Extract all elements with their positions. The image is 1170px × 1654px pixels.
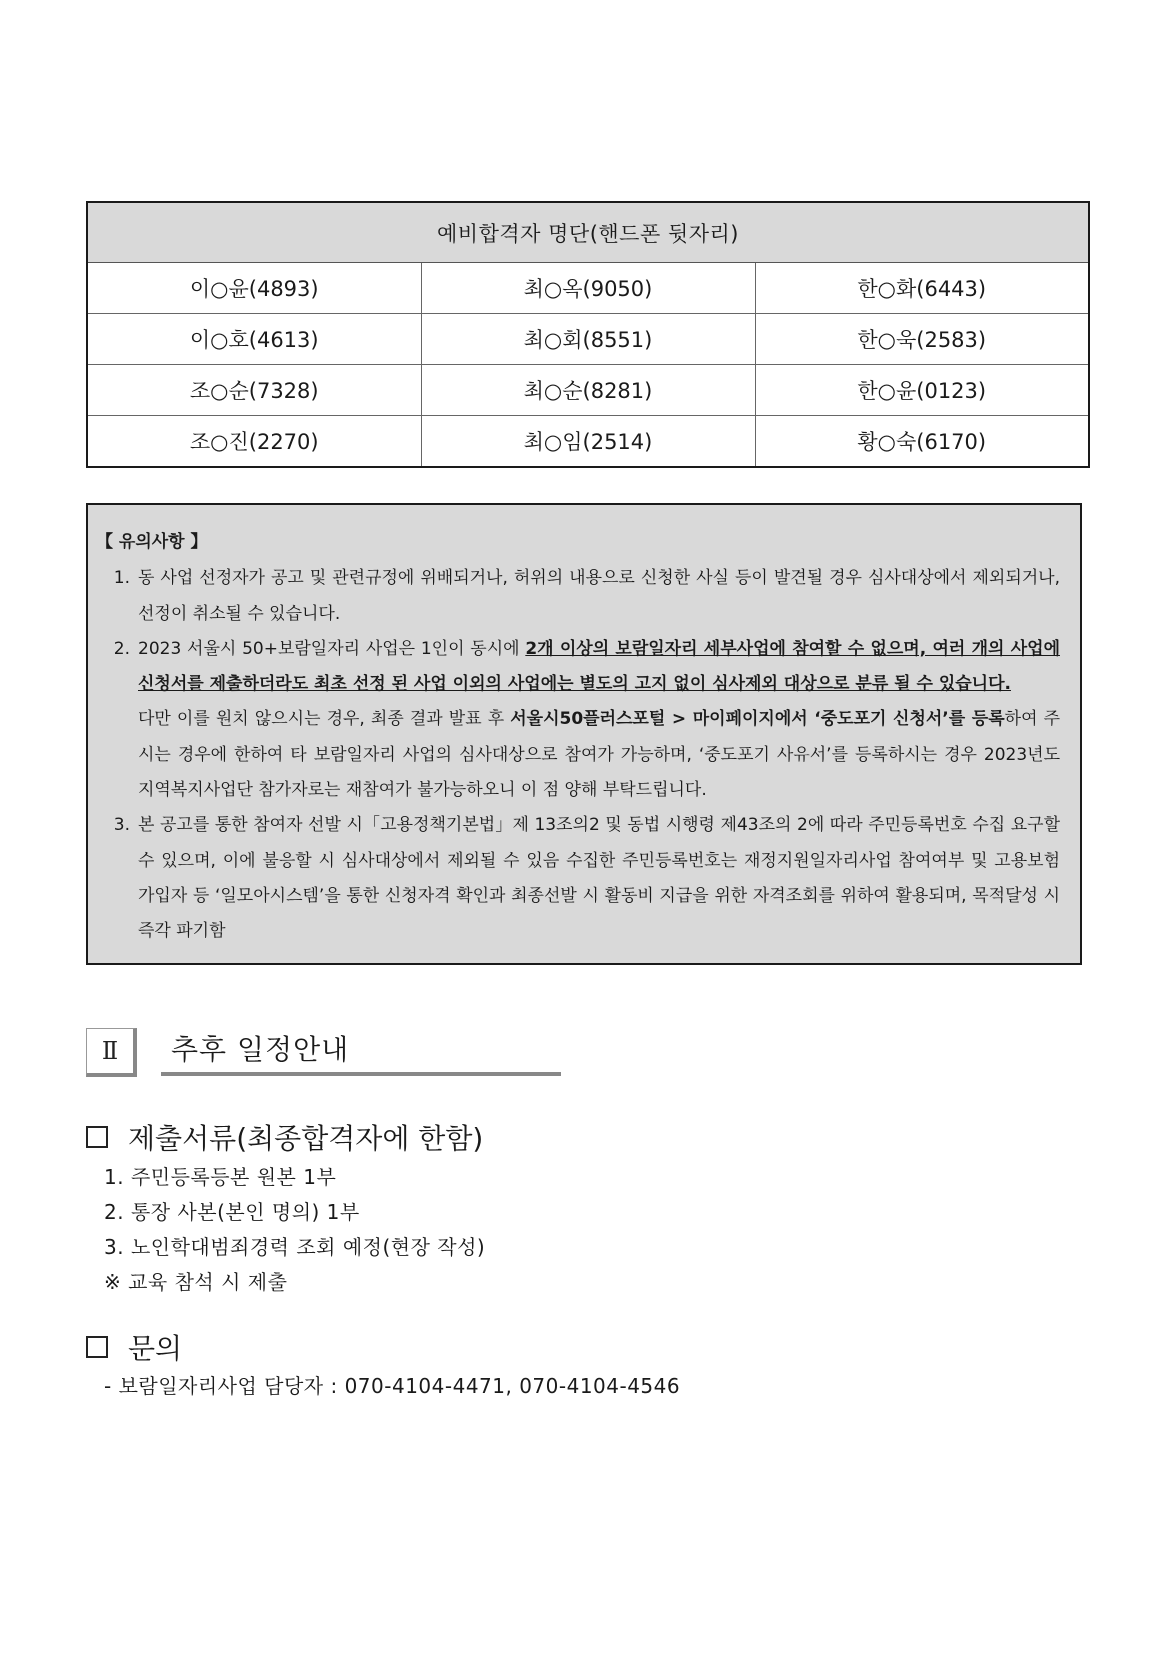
list-item: ※ 교육 참석 시 제출	[104, 1270, 288, 1294]
table-row	[87, 314, 1089, 365]
table-row	[87, 365, 1089, 416]
list-item: 1. 주민등록등본 원본 1부	[104, 1165, 337, 1189]
table-cell: 최○순(8281)	[421, 365, 755, 416]
notice-box	[86, 503, 1082, 965]
notice-item-1	[96, 561, 1060, 632]
notice-item-3	[96, 808, 1060, 949]
reserve-list-table	[86, 201, 1090, 468]
table-cell: 조○진(2270)	[87, 416, 421, 468]
table-cell: 최○회(8551)	[421, 314, 755, 365]
list-item: 3. 노인학대범죄경력 조회 예정(현장 작성)	[104, 1235, 486, 1259]
section-title: 추후 일정안내	[161, 1028, 561, 1076]
table-row	[87, 416, 1089, 468]
table-cell: 최○옥(9050)	[421, 263, 755, 314]
notice-text: 본 공고를 통한 참여자 선발 시「고용정책기본법」제 13조의2 및 동법 시행령 제43조의 2에 따라 주민등록번호 수집 요구할 수 있으며, 이에 불응할 시 심사대상에서 제외될 수 있음 수집한 주민등록번호는 재정지원일자리사업 참여여부 및 고용보험 가입자 등 ‘일모아시스템’을 통한 신청자격 확인과 최종선발 시 활동비 지급을 위한 자격조회를 위하여 활용되며, 목적달성 시 즉각 파기함	[138, 815, 1060, 942]
notice-item-2	[96, 632, 1060, 808]
table-cell: 황○숙(6170)	[755, 416, 1089, 468]
list-item: 2. 통장 사본(본인 명의) 1부	[104, 1200, 360, 1224]
notice-title: 【 유의사항 】	[96, 532, 208, 552]
notice-text: 2023 서울시 50+보람일자리 사업은 1인이 동시에	[138, 638, 526, 659]
reserve-table-title: 예비합격자 명단(핸드폰 뒷자리)	[87, 202, 1089, 263]
section-numeral: Ⅱ	[86, 1028, 137, 1077]
inquiry-heading: 문의	[86, 1327, 182, 1367]
table-cell: 이○호(4613)	[87, 314, 421, 365]
documents-heading: 제출서류(최종합격자에 한함)	[86, 1117, 483, 1157]
item-number: 2.	[113, 638, 130, 659]
inquiry-list	[104, 1369, 680, 1404]
notice-text: 하여 주시는 경우에 한하여 타 보람일자리 사업의 심사대상으로 참여가 가능하며, ‘중도포기 사유서’를 등록하시는 경우 2023년도 지역복지사업단 참가자로는 재참여가 불가능하오니 이 점 양해 부탁드립니다.	[138, 709, 1060, 801]
underlined-warning: 2개 이상의 보람일자리 세부사업에 참여할 수 없으며, 여러 개의 사업에 신청서를 제출하더라도 최초 선정 된 사업 이외의 사업에는 별도의 고지 없이 심사제외 대상으로 분류 될 수 있습니다.	[138, 638, 1060, 695]
section-header	[86, 1028, 546, 1078]
checkbox-bullet-icon	[86, 1126, 108, 1148]
documents-list	[104, 1160, 485, 1300]
item-number: 3.	[113, 815, 130, 836]
checkbox-bullet-icon	[86, 1336, 108, 1358]
table-cell: 한○윤(0123)	[755, 365, 1089, 416]
table-cell: 최○임(2514)	[421, 416, 755, 468]
table-cell: 조○순(7328)	[87, 365, 421, 416]
bold-instruction: 서울시50플러스포털 > 마이페이지에서 ‘중도포기 신청서’를 등록	[510, 709, 1005, 730]
item-number: 1.	[113, 568, 130, 589]
notice-text: 동 사업 선정자가 공고 및 관련규정에 위배되거나, 허위의 내용으로 신청한 사실 등이 발견될 경우 심사대상에서 제외되거나, 선정이 취소될 수 있습니다.	[138, 568, 1060, 624]
notice-text: 다만 이를 원치 않으시는 경우, 최종 결과 발표 후	[138, 709, 511, 730]
table-cell: 한○화(6443)	[755, 263, 1089, 314]
table-cell: 한○욱(2583)	[755, 314, 1089, 365]
table-row	[87, 263, 1089, 314]
contact-info: - 보람일자리사업 담당자 : 070-4104-4471, 070-4104-4546	[104, 1374, 681, 1398]
table-cell: 이○윤(4893)	[87, 263, 421, 314]
